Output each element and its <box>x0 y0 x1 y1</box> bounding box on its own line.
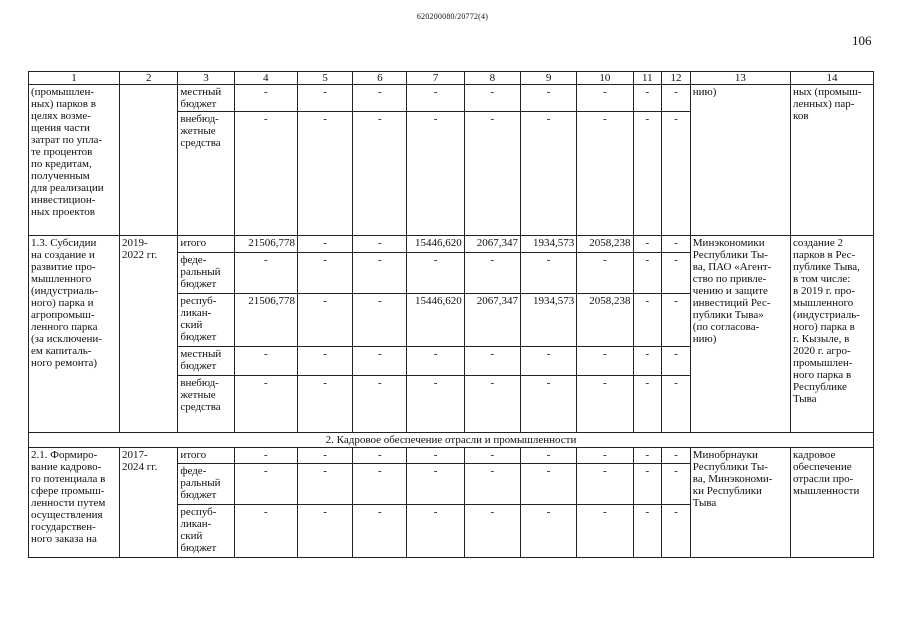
value-cell: - <box>633 112 662 236</box>
value-cell: - <box>662 236 691 253</box>
executor-cell: нию) <box>690 85 790 236</box>
period-cell <box>120 85 178 236</box>
value-cell: - <box>521 464 577 505</box>
value-cell: - <box>407 85 464 112</box>
value-cell: - <box>577 347 633 376</box>
value-cell: 15446,620 <box>407 236 464 253</box>
value-cell: - <box>234 347 297 376</box>
value-cell: - <box>234 253 297 294</box>
value-cell: - <box>353 448 407 464</box>
value-cell: - <box>464 347 520 376</box>
page-number: 106 <box>852 33 872 48</box>
section-title-row <box>29 433 874 448</box>
value-cell: - <box>662 112 691 236</box>
value-cell: - <box>298 505 353 558</box>
value-cell: 1934,573 <box>521 294 577 347</box>
table-row <box>29 85 874 112</box>
value-cell: - <box>234 448 297 464</box>
value-cell: - <box>633 505 662 558</box>
funding-source-cell: внебюд- жетные средства <box>178 112 234 236</box>
table-row <box>29 448 874 464</box>
value-cell: - <box>298 347 353 376</box>
column-number: 10 <box>577 72 633 85</box>
measure-name-cell: 1.3. Субсидии на создание и развитие про- мышленного (индустриаль- ного) парка и агропромыш- ленного парка (за исключени- ем капиталь- ного ремонта) <box>29 236 120 433</box>
value-cell: 2067,347 <box>464 236 520 253</box>
value-cell: - <box>298 464 353 505</box>
value-cell: - <box>407 376 464 433</box>
document-code: 620200080/20772(4) <box>416 12 489 21</box>
value-cell: - <box>298 376 353 433</box>
value-cell: - <box>407 464 464 505</box>
column-number: 8 <box>464 72 520 85</box>
value-cell: - <box>521 85 577 112</box>
table-body <box>29 72 874 558</box>
column-number: 4 <box>234 72 297 85</box>
value-cell: - <box>353 85 407 112</box>
value-cell: - <box>407 448 464 464</box>
section-title: 2. Кадровое обеспечение отрасли и промышленности <box>29 433 874 448</box>
column-number: 7 <box>407 72 464 85</box>
value-cell: - <box>633 253 662 294</box>
column-number: 3 <box>178 72 234 85</box>
period-cell: 2019- 2022 гг. <box>120 236 178 433</box>
value-cell: - <box>577 376 633 433</box>
value-cell: - <box>633 294 662 347</box>
value-cell: - <box>633 448 662 464</box>
value-cell: - <box>234 464 297 505</box>
value-cell: - <box>633 376 662 433</box>
funding-source-cell: феде- ральный бюджет <box>178 464 234 505</box>
value-cell: - <box>234 505 297 558</box>
value-cell: - <box>353 505 407 558</box>
value-cell: - <box>464 505 520 558</box>
value-cell: - <box>464 253 520 294</box>
value-cell: - <box>298 85 353 112</box>
value-cell: - <box>577 505 633 558</box>
column-number: 9 <box>521 72 577 85</box>
program-table <box>28 71 874 558</box>
value-cell: - <box>633 236 662 253</box>
column-number: 13 <box>690 72 790 85</box>
value-cell: - <box>521 112 577 236</box>
period-cell: 2017- 2024 гг. <box>120 448 178 558</box>
value-cell: - <box>298 236 353 253</box>
value-cell: - <box>234 112 297 236</box>
value-cell: - <box>662 294 691 347</box>
value-cell: - <box>577 464 633 505</box>
executor-cell: Минэкономики Республики Ты- ва, ПАО «Агент- ство по привле- чению и защите инвестиций Рес- публики Тыва» (по согласова- нию) <box>690 236 790 433</box>
value-cell: - <box>298 253 353 294</box>
value-cell: - <box>633 347 662 376</box>
funding-source-cell: феде- ральный бюджет <box>178 253 234 294</box>
value-cell: - <box>577 85 633 112</box>
value-cell: - <box>633 464 662 505</box>
value-cell: - <box>521 505 577 558</box>
value-cell: - <box>234 376 297 433</box>
column-number: 2 <box>120 72 178 85</box>
value-cell: - <box>353 253 407 294</box>
value-cell: - <box>662 505 691 558</box>
value-cell: - <box>353 376 407 433</box>
value-cell: - <box>353 236 407 253</box>
funding-source-cell: внебюд- жетные средства <box>178 376 234 433</box>
value-cell: - <box>464 376 520 433</box>
value-cell: - <box>464 448 520 464</box>
column-number: 1 <box>29 72 120 85</box>
value-cell: - <box>353 112 407 236</box>
value-cell: - <box>662 85 691 112</box>
value-cell: - <box>521 347 577 376</box>
value-cell: - <box>464 464 520 505</box>
table-row <box>29 236 874 253</box>
value-cell: 1934,573 <box>521 236 577 253</box>
column-number: 12 <box>662 72 691 85</box>
funding-source-cell: итого <box>178 448 234 464</box>
funding-source-cell: местный бюджет <box>178 347 234 376</box>
column-number-row <box>29 72 874 85</box>
value-cell: 15446,620 <box>407 294 464 347</box>
executor-cell: Минобрнауки Республики Ты- ва, Минэкономи- ки Республики Тыва <box>690 448 790 558</box>
value-cell: - <box>577 448 633 464</box>
expected-result-cell: ных (промыш- ленных) пар- ков <box>791 85 874 236</box>
value-cell: - <box>464 112 520 236</box>
value-cell: - <box>407 347 464 376</box>
measure-name-cell: 2.1. Формиро- вание кадрово- го потенциала в сфере промыш- ленности путем осуществления государствен- ного заказа на <box>29 448 120 558</box>
value-cell: - <box>662 464 691 505</box>
value-cell: - <box>464 85 520 112</box>
value-cell: 2067,347 <box>464 294 520 347</box>
expected-result-cell: создание 2 парков в Рес- публике Тыва, в том числе: в 2019 г. про- мышленного (индустриаль- ного) парка в г. Кызыле, в 2020 г. агро- промышлен- ного парка в Республике Тыва <box>791 236 874 433</box>
value-cell: - <box>662 253 691 294</box>
value-cell: - <box>407 112 464 236</box>
column-number: 14 <box>791 72 874 85</box>
value-cell: - <box>521 448 577 464</box>
funding-source-cell: местный бюджет <box>178 85 234 112</box>
value-cell: - <box>353 294 407 347</box>
value-cell: 2058,238 <box>577 294 633 347</box>
value-cell: - <box>577 253 633 294</box>
expected-result-cell: кадровое обеспечение отрасли про- мышленности <box>791 448 874 558</box>
value-cell: - <box>353 347 407 376</box>
column-number: 11 <box>633 72 662 85</box>
funding-source-cell: респуб- ликан- ский бюджет <box>178 294 234 347</box>
value-cell: - <box>521 253 577 294</box>
value-cell: - <box>353 464 407 505</box>
funding-source-cell: респуб- ликан- ский бюджет <box>178 505 234 558</box>
column-number: 6 <box>353 72 407 85</box>
column-number: 5 <box>298 72 353 85</box>
value-cell: - <box>407 505 464 558</box>
value-cell: - <box>298 294 353 347</box>
value-cell: - <box>662 376 691 433</box>
value-cell: - <box>521 376 577 433</box>
value-cell: - <box>662 448 691 464</box>
measure-name-cell: (промышлен- ных) парков в целях возме- щения части затрат по упла- те процентов по кредитам, полученным для реализации инвестицион- ных проектов <box>29 85 120 236</box>
value-cell: - <box>577 112 633 236</box>
value-cell: 21506,778 <box>234 294 297 347</box>
funding-source-cell: итого <box>178 236 234 253</box>
value-cell: - <box>298 448 353 464</box>
value-cell: - <box>662 347 691 376</box>
value-cell: 2058,238 <box>577 236 633 253</box>
value-cell: - <box>407 253 464 294</box>
value-cell: 21506,778 <box>234 236 297 253</box>
value-cell: - <box>298 112 353 236</box>
value-cell: - <box>234 85 297 112</box>
value-cell: - <box>633 85 662 112</box>
